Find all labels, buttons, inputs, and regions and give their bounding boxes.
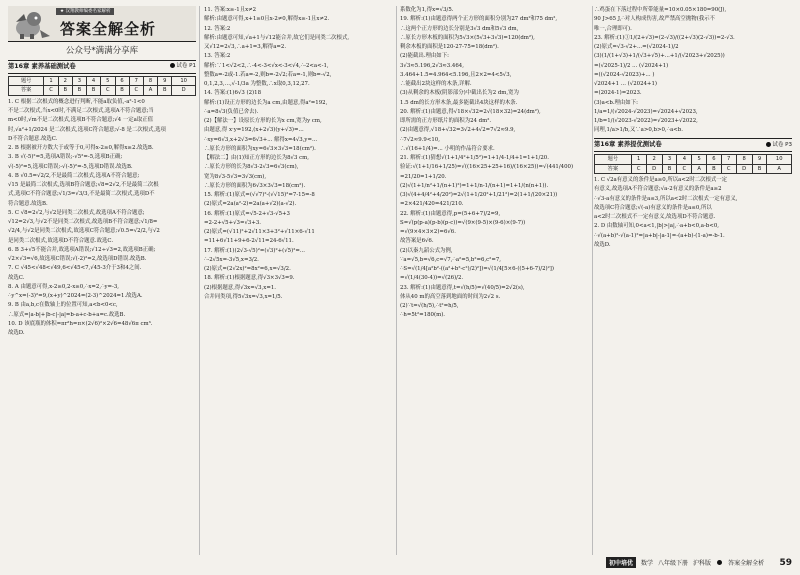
solution-line: (2)由题意得,√18+√32=3√2+4√2=7√2≈9.9, [400, 127, 516, 134]
column-divider [396, 6, 397, 555]
solution-line: 式,选项C不符合题意;√1/3=√3/3,不是最简二次根式,选项D不 [8, 191, 155, 198]
header-tag: ★ 汉翔教师编委名家解析 [56, 8, 114, 15]
solution-line: 解析:由题意可知,√a+1与√12能合并,故它们是同类二次根式, [204, 34, 350, 41]
solution-line: ∴原式=|a-b|+|b-c|-|a|=b-a+c-b+a=c.故选B. [8, 311, 126, 318]
solution-line: 3.464+1.5=4.964<5.196,且2×2=4<5√3, [400, 71, 512, 78]
solution-line: =√(1/4(30-4))=√(26)/2. [400, 275, 464, 282]
solution-line: 解析:由题意可得,x+1≥0且x-2≠0,解得x≥-1且x≠2. [204, 16, 330, 23]
answer-table-cell: 9 [158, 76, 172, 85]
answer-table-cell: A [692, 164, 707, 173]
solution-line: √15 是最简二次根式,选项B符合题意;√8=2√2,不是最简二次根 [8, 182, 159, 189]
answer-table-cell: 答案 [595, 164, 632, 173]
arrow-circle-icon [170, 63, 175, 68]
solution-line: 是同类二次根式,故选项D不符合题意.故选C. [8, 237, 114, 244]
solution-line: (2)原式=√3-√2+...=(√2024-1)/2 [594, 44, 679, 50]
answer-table-cell: D [736, 164, 752, 173]
solution-line: ∴原长方形的面积为xy=6√3×3√3=18(cm²). [204, 145, 316, 152]
solution-line: 7. C √45<√48<√49,6<√45<7,√45-3介于3和4之间. [8, 265, 142, 272]
answer-table-cell: C [101, 86, 115, 95]
solution-line: (3)(1/(1+√3)+1/(√3+√5)+...+1/(√2023+√2025)) [594, 53, 725, 60]
solution-line: ∴√(a+b)²-√(a-1)²=|a+b|-|a-1|=-(a+b)-(1-a)=-b-1. [594, 232, 725, 239]
solution-line: ∴-2√5x=-3√5,x=3/2. [204, 256, 259, 263]
solution-line: 21. 解析:(1)猜想√(1+1/4²+1/5²)=1+1/4-1/4+1=1+1/20. [400, 155, 549, 161]
section-page-ref: 试卷 P1 [169, 62, 196, 71]
answer-table-cell: 1 [44, 76, 58, 85]
answer-table-cell: 题号 [595, 155, 632, 164]
wechat-account-text: 公众号*满满分享库 [65, 46, 139, 56]
solution-line: 23. 解析:(1)由题意得,t=√(h/5)=√(40/5)=2√2(s), [400, 284, 525, 291]
solution-line: 1/b=1/(√2023-√2022)=√2023+√2022, [594, 118, 698, 124]
answer-table-cell: B [115, 86, 129, 95]
answer-table-cell: 3 [662, 155, 677, 164]
answer-table-cell: B [752, 164, 767, 173]
column-2 [204, 6, 392, 302]
solution-line: 宽为8√3-5√3=3√3(cm), [204, 173, 267, 180]
solution-line: 唯一,合理即可). [594, 25, 632, 32]
solution-line: 1/a=1/(√2024-√2023)=√2024+√2023, [594, 108, 698, 115]
solution-line: =((√2024-√2023)+... ) [594, 71, 655, 78]
solution-line: ∴鸡蛋在下落过程中所带能量=10×0.05×180=90(J), [594, 7, 727, 13]
answer-table-cell: 答案 [9, 86, 44, 95]
answer-table-cell: C [44, 86, 58, 95]
answer-table-cell: C [631, 164, 646, 173]
solution-line: m<0时,√m不是二次根式,选项B不符合题意;√4 一定a取正值 [8, 117, 154, 124]
solution-line: ∴S=√(1/4[a²b²-((a²+b²-c²)/2)²])=√(1/4[5×6-((5+6-7)/2)²]) [400, 266, 554, 272]
page-title: 答案全解全析 [60, 20, 157, 38]
answer-table-cell: 5 [101, 76, 115, 85]
solution-line: =2-2+√5+√3=√3+3. [204, 219, 262, 226]
solution-line: ∴xy=6√3,x+2√3=6√3+... 解得x=4√3,y=... [204, 136, 318, 143]
answer-table-cell: 4 [677, 155, 692, 164]
solution-line: 时,√a²+1/2024 是二次根式,选项C符合题意;√-8 是二次根式,选项 [8, 126, 166, 133]
solution-line: (2)原式=(2√2x)²=8x²=6,x=√3/2. [204, 266, 291, 272]
solution-line: =√(9×4×3×2)=6√6. [400, 229, 456, 235]
solution-line: D不符合题意.故选C. [8, 135, 58, 142]
solution-line: ∵a=√5,b=√6,c=√7,∴a²=5,b²=6,c²=7, [400, 256, 501, 263]
solution-line: 0,1,2,3,…,√-1/3a 为整数,∴x取0,3,12,27. [204, 81, 310, 87]
answer-table-cell: 2 [58, 76, 72, 85]
solution-line: 系数化为1,得x=√3/5. [400, 7, 454, 13]
solution-line: =(√2025-1)/2 ... (√2024+1) [594, 62, 669, 69]
bullet-icon [717, 560, 722, 565]
answer-table-cell: C [129, 86, 143, 95]
solution-line: ∴√(16+1/4)=... 小明的作品符合要求. [400, 145, 495, 152]
solution-line: =2×421/420=421/210. [400, 201, 464, 208]
solution-line: (2)能截出.理由如下: [400, 53, 449, 60]
answer-table-cell: D [646, 164, 662, 173]
solution-line: 3√3≈5.196,2√3≈3.464, [400, 62, 464, 69]
solution-line: √2×√3=√6,故选项C错误;√(-2)²=2,故选项D错误.故选B. [8, 256, 147, 263]
answer-table-cell: 6 [707, 155, 722, 164]
solution-line: 故选D. [8, 330, 25, 337]
solution-line: =(2024-1)=2023. [594, 90, 642, 97]
solution-line: 20. 解析:(1)由题意,得√18×√32=2√(18×32)=24(dm²), [400, 108, 541, 115]
solution-line: 16. 解析:(1)原式=√5-2+√3-√5+3 [204, 210, 290, 217]
solution-line: 有意义,故选项A不符合题意;√a-2有意义的条件是a≥2 [594, 186, 722, 193]
solution-line: √(-5)²=5,选项C错误;-√(-5)²=-5,选项D错误.故选B. [8, 163, 133, 170]
solution-line: 2. D 由数轴可知,0<a<1,|b|>|a|,∴a+b<0,a-b<0, [594, 223, 719, 230]
solution-line: (2)原式=(√11)²+2√11×3+3²+√11×6-√11 [204, 229, 315, 235]
solution-line: 90 J>65 J,∴对人构成伤害,故严禁高空抛物(我示不 [594, 16, 715, 23]
section-title: 第16章 素养提优测试卷 [594, 141, 662, 148]
solution-line: 19. 解析:(1)由题意得两个正方形的面积分别为27 dm²和75 dm², [400, 16, 558, 23]
solution-line: ∴a=8√3(负值已舍去). [204, 108, 259, 115]
solution-line: (3)√(4+4/4²+4/20²)=2√(1+1/20²+1/21²)=2(1+1/(20×21)) [400, 192, 558, 198]
answer-table-cell: B [87, 86, 101, 95]
solution-line: ∴原长方形的面积为6√3×3√3=18(cm²). [204, 182, 306, 189]
solution-line: 体从40 m的高空落到地面的时间为2√2 s. [400, 293, 501, 300]
answer-table-cell: 8 [144, 76, 158, 85]
solution-line: 5. C √8=2√2,与√2是同类二次根式,故选项A不符合题意; [8, 209, 145, 216]
answer-table-cell: B [58, 86, 72, 95]
solution-line: 17. 解析:(1)(2√3-√5)²=(√3)²+(√5)²=... [204, 247, 306, 254]
solution-line: 3. B √(-5)²=5,选项A错误;-√5²=-5,选项B正确; [8, 154, 123, 161]
answer-table-cell: B [707, 164, 722, 173]
footer-edition: 沪科版 [693, 560, 712, 567]
solution-line: 由题意,得 x·y=192,(x+2√3)(y+√3)=... [204, 127, 304, 134]
answer-table-cell: D [172, 86, 196, 95]
solution-line: 解析:(1)设正方形的边长为a cm,由题意,得a²=192, [204, 99, 328, 106]
solution-line: 22. 解析:(1)由题意得,p=(5+6+7)/2=9, [400, 210, 501, 217]
solution-line: 1. C √2a有意义的条件是a≥0,所以a<2时二次根式一定 [594, 177, 728, 184]
answer-table-cell: C [677, 164, 692, 173]
answer-table-cell: 3 [72, 76, 86, 85]
solution-line: ∴原长方形的长为8√3-2√3=6√3(cm), [204, 164, 299, 171]
arrow-circle-icon [766, 142, 771, 147]
solution-line: 8. A 由题意可得,x-2≥0,2-x≥0,∴x=2,∴y=-3, [8, 283, 120, 290]
solution-line: (2)以秦九韶公式为例, [400, 247, 453, 254]
solution-line: 故选项C符合题意;√(-a)有意义的条件是a≤0,所以 [594, 204, 712, 211]
solution-line: 11. 答案:x≥-1且x≠2 [204, 7, 257, 13]
solution-line: √12=2√3,与√2不是同类二次根式,故选项B不符合题意;√1/8= [8, 219, 158, 226]
answer-list [594, 6, 792, 135]
solution-line: 12. 答案:2 [204, 25, 231, 32]
solution-line: (2)根据题意,得√3x=√3,x=1. [204, 284, 277, 291]
solution-line: 10. D 该底瓶的体积=πr²h=π×(2√6)²×2√6=48√6π cm³. [8, 320, 153, 327]
solution-line: ∴能截出2块这样的木条,详解. [400, 81, 472, 87]
solution-line: 2. B 根据被开方数大于或等于0,可得x-2≥0,解得x≥2.故选B. [8, 145, 154, 152]
answer-table-cell: 8 [736, 155, 752, 164]
solution-line: 验证:√(1+1/16+1/25)=√((16×25+25+16)/(16×25))=√(441/400) [400, 164, 574, 171]
solution-line: 符合题意.故选B. [8, 200, 48, 207]
footer-subject: 数学 [641, 560, 654, 567]
column-divider [199, 6, 200, 555]
solution-line: ∴原长方形木板的面积为5√3×(5√3+3√3)=120(dm²), [400, 34, 535, 41]
solution-line: (2)√(1+1/n²+1/(n+1)²)=1+1/n-1/(n+1)=1+1/(n(n+1)). [400, 182, 549, 189]
solution-line: ∴y^x=(-3)²=9,(x+y)^2024=(2-3)^2024=1.故选A. [8, 293, 143, 300]
solution-line: ∴7√2≈9.9<10, [400, 136, 440, 143]
column-1 [8, 6, 196, 338]
column-divider [592, 6, 593, 555]
answer-table-cell: A [767, 164, 792, 173]
solution-line: =21/20=1+1/20. [400, 173, 447, 180]
solution-line: (2)原式=2a(a²-2)=2a(a+√2)(a-√2). [204, 201, 297, 208]
solution-line: 1.5 dm的长方形木条,最多能截出4块这样的木条. [400, 99, 518, 106]
answer-table-cell: 7 [129, 76, 143, 85]
solution-line: 又√12=2√3,∴a+1=3,解得a=2. [204, 44, 287, 50]
answer-table-cell: 1 [631, 155, 646, 164]
header-banner [8, 6, 196, 42]
answer-list [8, 98, 196, 338]
section-header-basic [8, 60, 196, 74]
solution-line: =11+6√11+9+6-2√11=24-6√11. [204, 238, 294, 245]
answer-table-cell: 10 [767, 155, 792, 164]
answer-list [594, 176, 792, 250]
answer-table-cell: B [158, 86, 172, 95]
solution-line: (3)从剩余的木板(阴影部分)中截出长为2 dm,宽为 [400, 90, 519, 97]
solution-line: 18. 解析:(1)根据题意,得√3×3√3=9. [204, 275, 295, 282]
solution-line: ∴√3-a有意义的条件是a≤3,所以a<2时二次根式一定有意义, [594, 195, 738, 202]
solution-line: 故选C. [8, 274, 25, 281]
solution-line: 1. C 根据二次根式的概念进行判断,不能a取负值,-a²-1<0 [8, 98, 145, 105]
solution-line: 14. 答案:(1)6√3 (2)18 [204, 90, 262, 97]
answer-table-cell: 4 [87, 76, 101, 85]
solution-line: 15. 解析:(1)原式=(√√7)²-(√√15)²=7-15=-8 [204, 192, 315, 198]
solution-line: (2)∵t=√(h/5),∴t²=h/5, [400, 303, 459, 309]
section-title: 第16章 素养基础测试卷 [8, 62, 76, 70]
answer-table-cell: B [662, 164, 677, 173]
solution-line: (3)a<b.理由如下: [594, 99, 638, 106]
solution-line: 解析:∵1<√2<2,∴-4<-3<√x<-3<√4,∴-2<a<-1, [204, 62, 329, 69]
section-page-ref: 试卷 P3 [765, 141, 792, 150]
solution-line: 即所需的正方形纸片的面积为24 dm². [400, 118, 492, 124]
footer-brand: 初中培优 [606, 557, 636, 568]
solution-line: √2024+1 ... (√2024+1) [594, 81, 657, 87]
solution-line: 9. B 由a,b,c在数轴上的位置可知,a<b<0<c, [8, 302, 118, 309]
answer-table-cell: 10 [172, 76, 196, 85]
solution-line: 23. 解析:(1)①1/(2+√3)=(2-√3)/((2+√3)(2-√3))=2-√3. [594, 34, 735, 41]
page-footer [606, 556, 792, 569]
footer-doc: 答案全解全析 [728, 560, 765, 567]
answer-table-cell: B [72, 86, 86, 95]
answer-table-cell: C [721, 164, 736, 173]
section-header-advanced [594, 138, 792, 152]
solution-line: 剩余木板的面积是120-27-75=18(dm²). [400, 44, 499, 50]
mascot-illustration [10, 8, 52, 40]
solution-line: √2/4,与√2是同类二次根式,故选项C符合题意;√0.5=√2/2,与√2 [8, 228, 160, 235]
answer-table-cell: 5 [692, 155, 707, 164]
answer-table [594, 154, 792, 174]
solution-line: ∴这两个正方形的边长分别是3√3 dm和5√3 dm, [400, 25, 519, 32]
solution-line: 故答案是6√6. [400, 238, 434, 245]
answer-table-cell: A [144, 86, 158, 95]
solution-line: 6. B 3+√5不能合并,故选项A错误;√12÷√3=2,故选项B正确; [8, 246, 156, 253]
page-number: 59 [779, 557, 792, 568]
answer-table-cell: 9 [752, 155, 767, 164]
answer-table-cell: 题号 [9, 76, 44, 85]
column-4 [594, 6, 792, 250]
solution-line: 13. 答案:2 [204, 53, 231, 60]
solution-line: 【解法二】由(1)知正方形的边长为8√3 cm, [204, 155, 309, 161]
column-3 [400, 6, 588, 321]
answer-list [204, 6, 392, 302]
footer-grade: 八年级下册 [658, 560, 689, 567]
solution-line: 合并同类项,得5√3x=√3,x=1/5. [204, 293, 283, 300]
answer-table-cell: 7 [721, 155, 736, 164]
solution-line: 4. B √0.5=√2/2,不是最简二次根式,选项A不符合题意; [8, 172, 140, 179]
answer-table-cell: 2 [646, 155, 662, 164]
answer-table-cell: 6 [115, 76, 129, 85]
answer-list [400, 6, 588, 320]
solution-line: 同理,1/a>1/b,又∵a>0,b>0,∴a<b. [594, 127, 683, 134]
solution-line: (2)【解法一】设原长方形的长为x cm,宽为y cm, [204, 118, 322, 124]
answer-table [8, 76, 196, 96]
solution-line: 故选D. [594, 241, 611, 248]
solution-line: 整数a=-2或-1.若a=-2,则b=-2√2;若a=-1,则b=-√2, [204, 71, 332, 78]
solution-line: 不是二次根式,当x<0时,不满足二次根式,选项A不符合题意;当 [8, 108, 154, 115]
solution-line: a<2时二次根式不一定有意义,故选项D不符合题意. [594, 214, 716, 221]
solution-line: ∴h=5t²=180(m). [400, 312, 446, 319]
solution-line: S=√(p(p-a)(p-b)(p-c))=√(9×(9-5)×(9-6)×(9-7)) [400, 219, 526, 226]
